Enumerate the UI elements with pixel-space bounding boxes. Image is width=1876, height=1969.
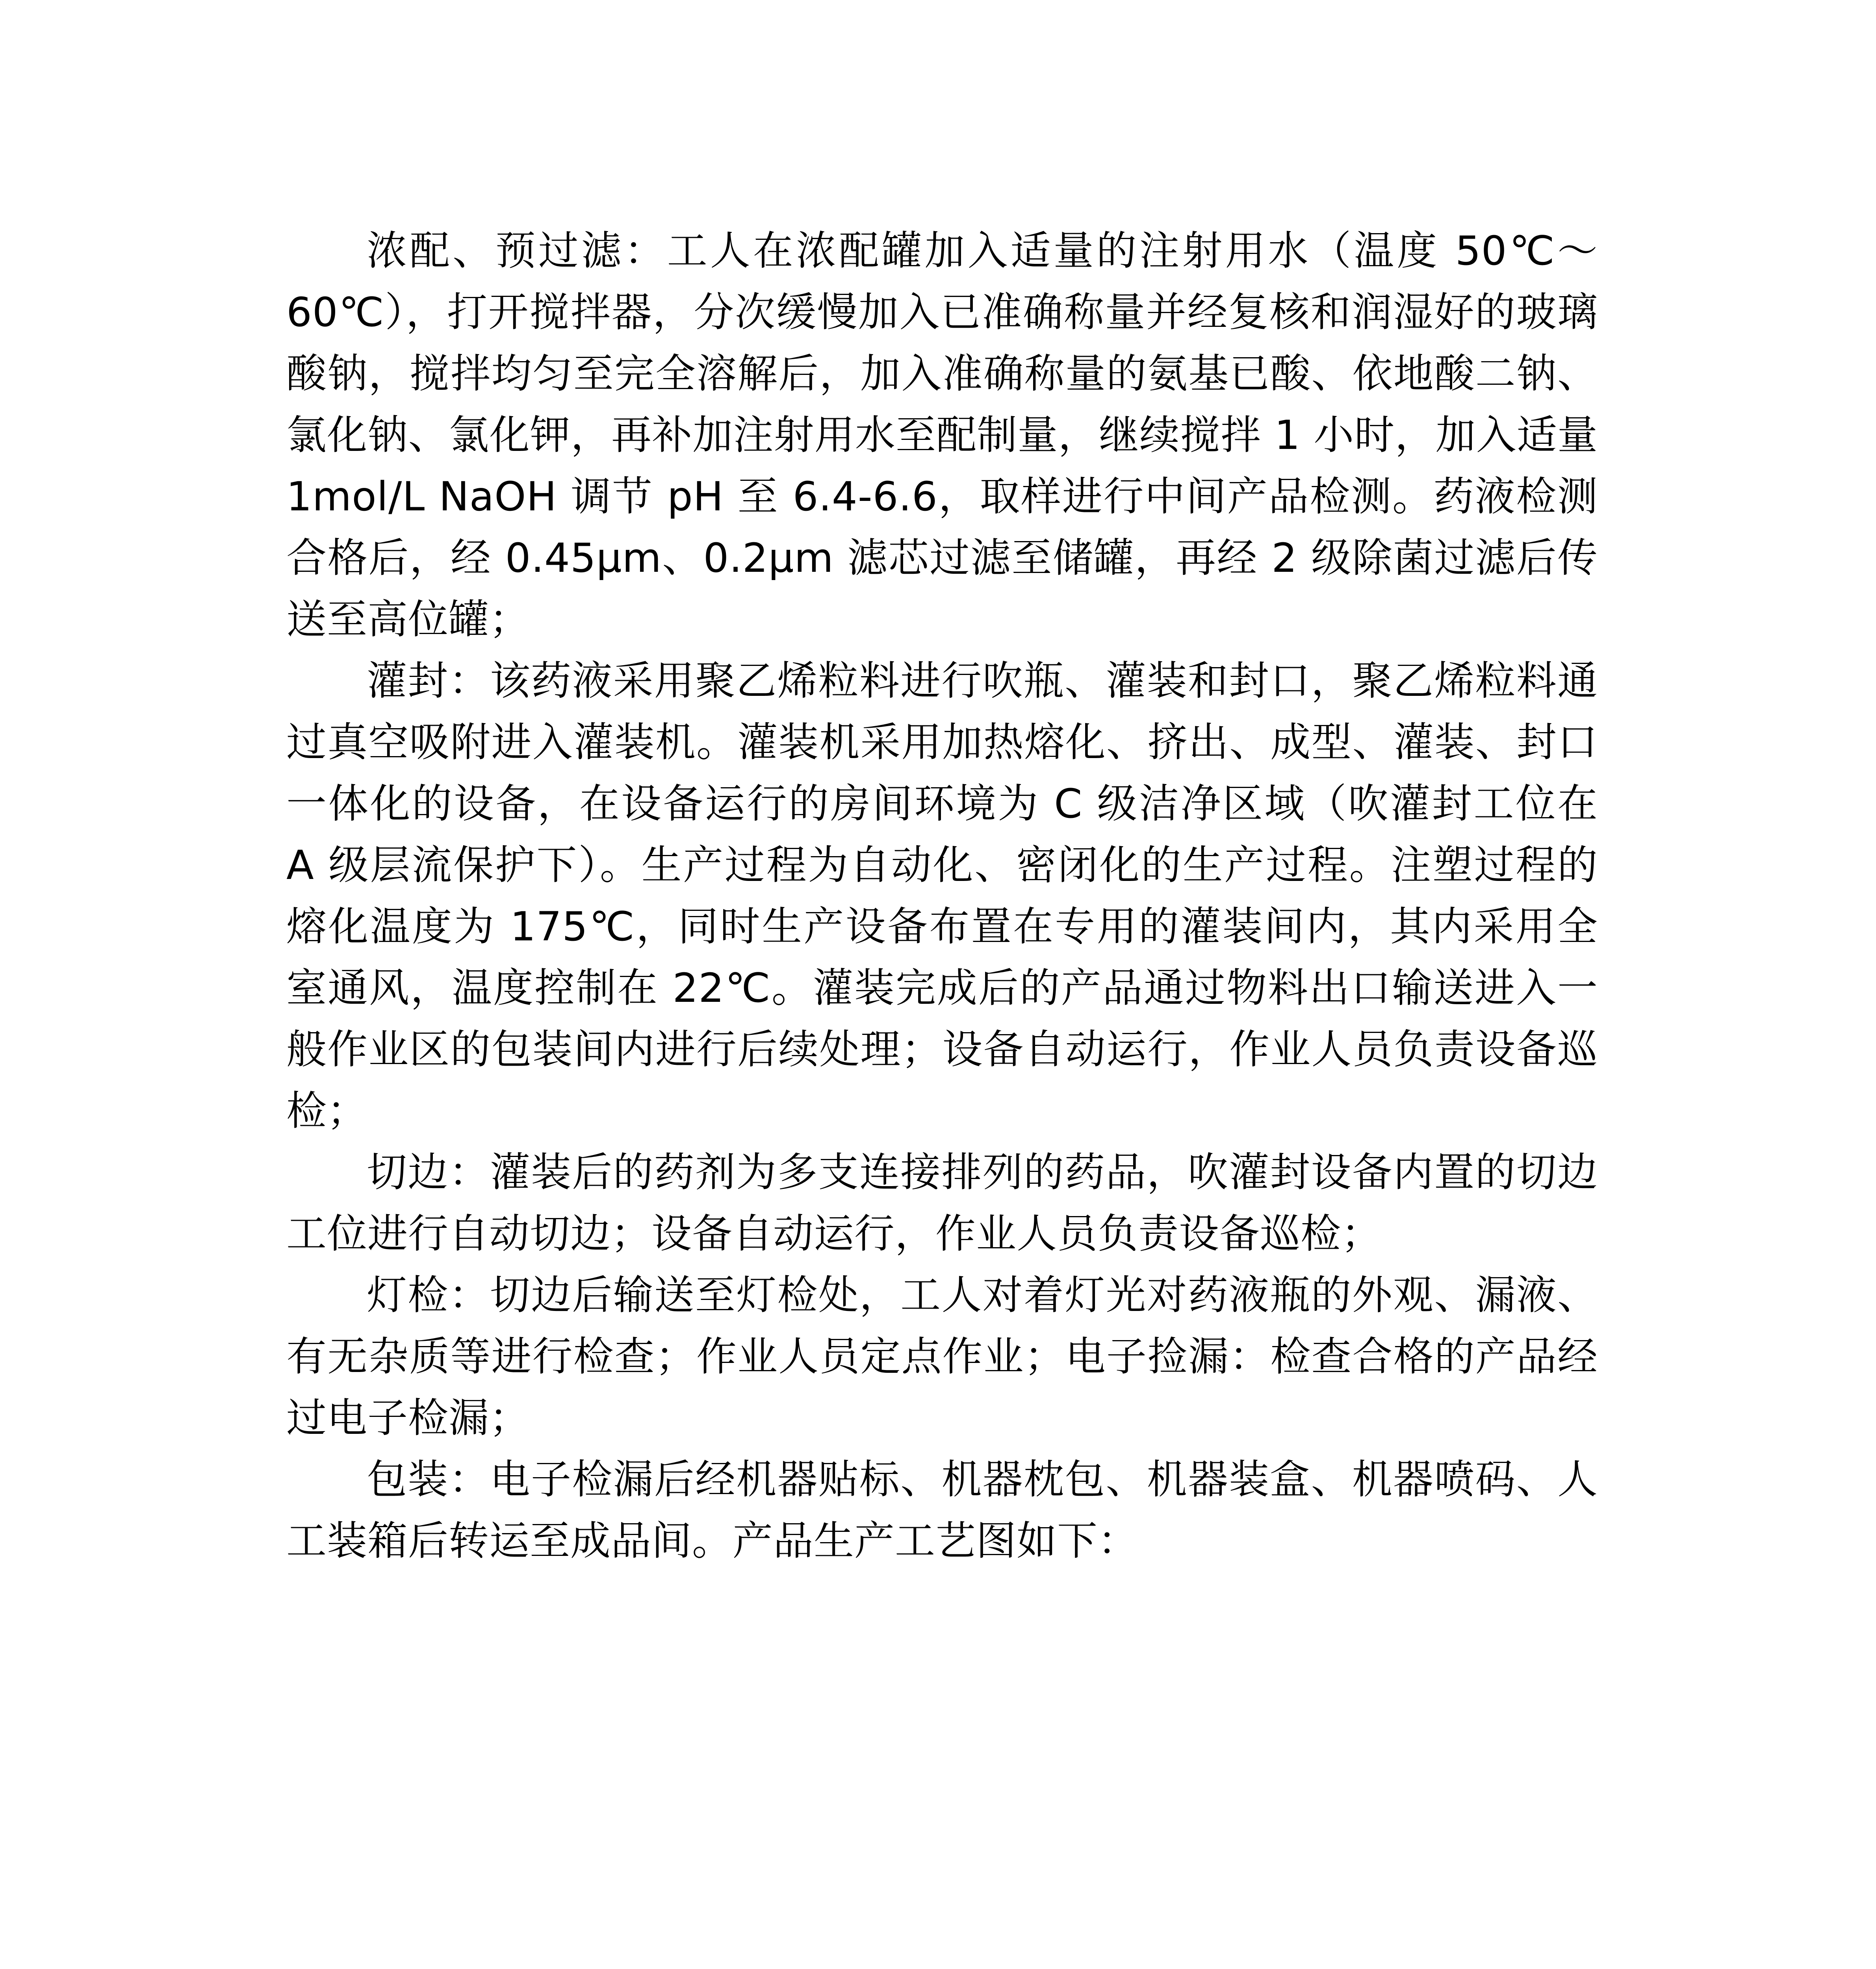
paragraph-light-inspection: 灯检：切边后输送至灯检处，工人对着灯光对药液瓶的外观、漏液、有无杂质等进行检查；作业人员定点作业；电子捡漏：检查合格的产品经过电子检漏； bbox=[286, 1272, 1598, 1442]
body-text bbox=[286, 221, 1598, 1572]
paragraph-packaging: 包装：电子检漏后经机器贴标、机器枕包、机器装盒、机器喷码、人工装箱后转运至成品间。产品生产工艺图如下： bbox=[286, 1456, 1598, 1565]
paragraph-concentrate-prefilter: 浓配、预过滤：工人在浓配罐加入适量的注射用水（温度 50℃～60℃），打开搅拌器，分次缓慢加入已准确称量并经复核和润湿好的玻璃酸钠，搅拌均匀至完全溶解后，加入准确称量的氨基已酸、依地酸二钠、氯化钠、氯化钾，再补加注射用水至配制量，继续搅拌 1 小时，加入适量 1mol/L NaOH 调节 pH 至 6.4-6.6，取样进行中间产品检测。药液检测合格后，经 0.45μm、0.2μm 滤芯过滤至储罐，再经 2 级除菌过滤后传送至高位罐； bbox=[286, 228, 1598, 643]
paragraph-edge-cutting: 切边：灌装后的药剂为多支连接排列的药品，吹灌封设备内置的切边工位进行自动切边；设备自动运行，作业人员负责设备巡检； bbox=[286, 1149, 1598, 1257]
paragraph-filling-sealing: 灌封：该药液采用聚乙烯粒料进行吹瓶、灌装和封口，聚乙烯粒料通过真空吸附进入灌装机。灌装机采用加热熔化、挤出、成型、灌装、封口一体化的设备，在设备运行的房间环境为 C 级洁净区域（吹灌封工位在 A 级层流保护下）。生产过程为自动化、密闭化的生产过程。注塑过程的熔化温度为 175℃，同时生产设备布置在专用的灌装间内，其内采用全室通风，温度控制在 22℃。灌装完成后的产品通过物料出口输送进入一般作业区的包装间内进行后续处理；设备自动运行，作业人员负责设备巡检； bbox=[286, 658, 1598, 1135]
